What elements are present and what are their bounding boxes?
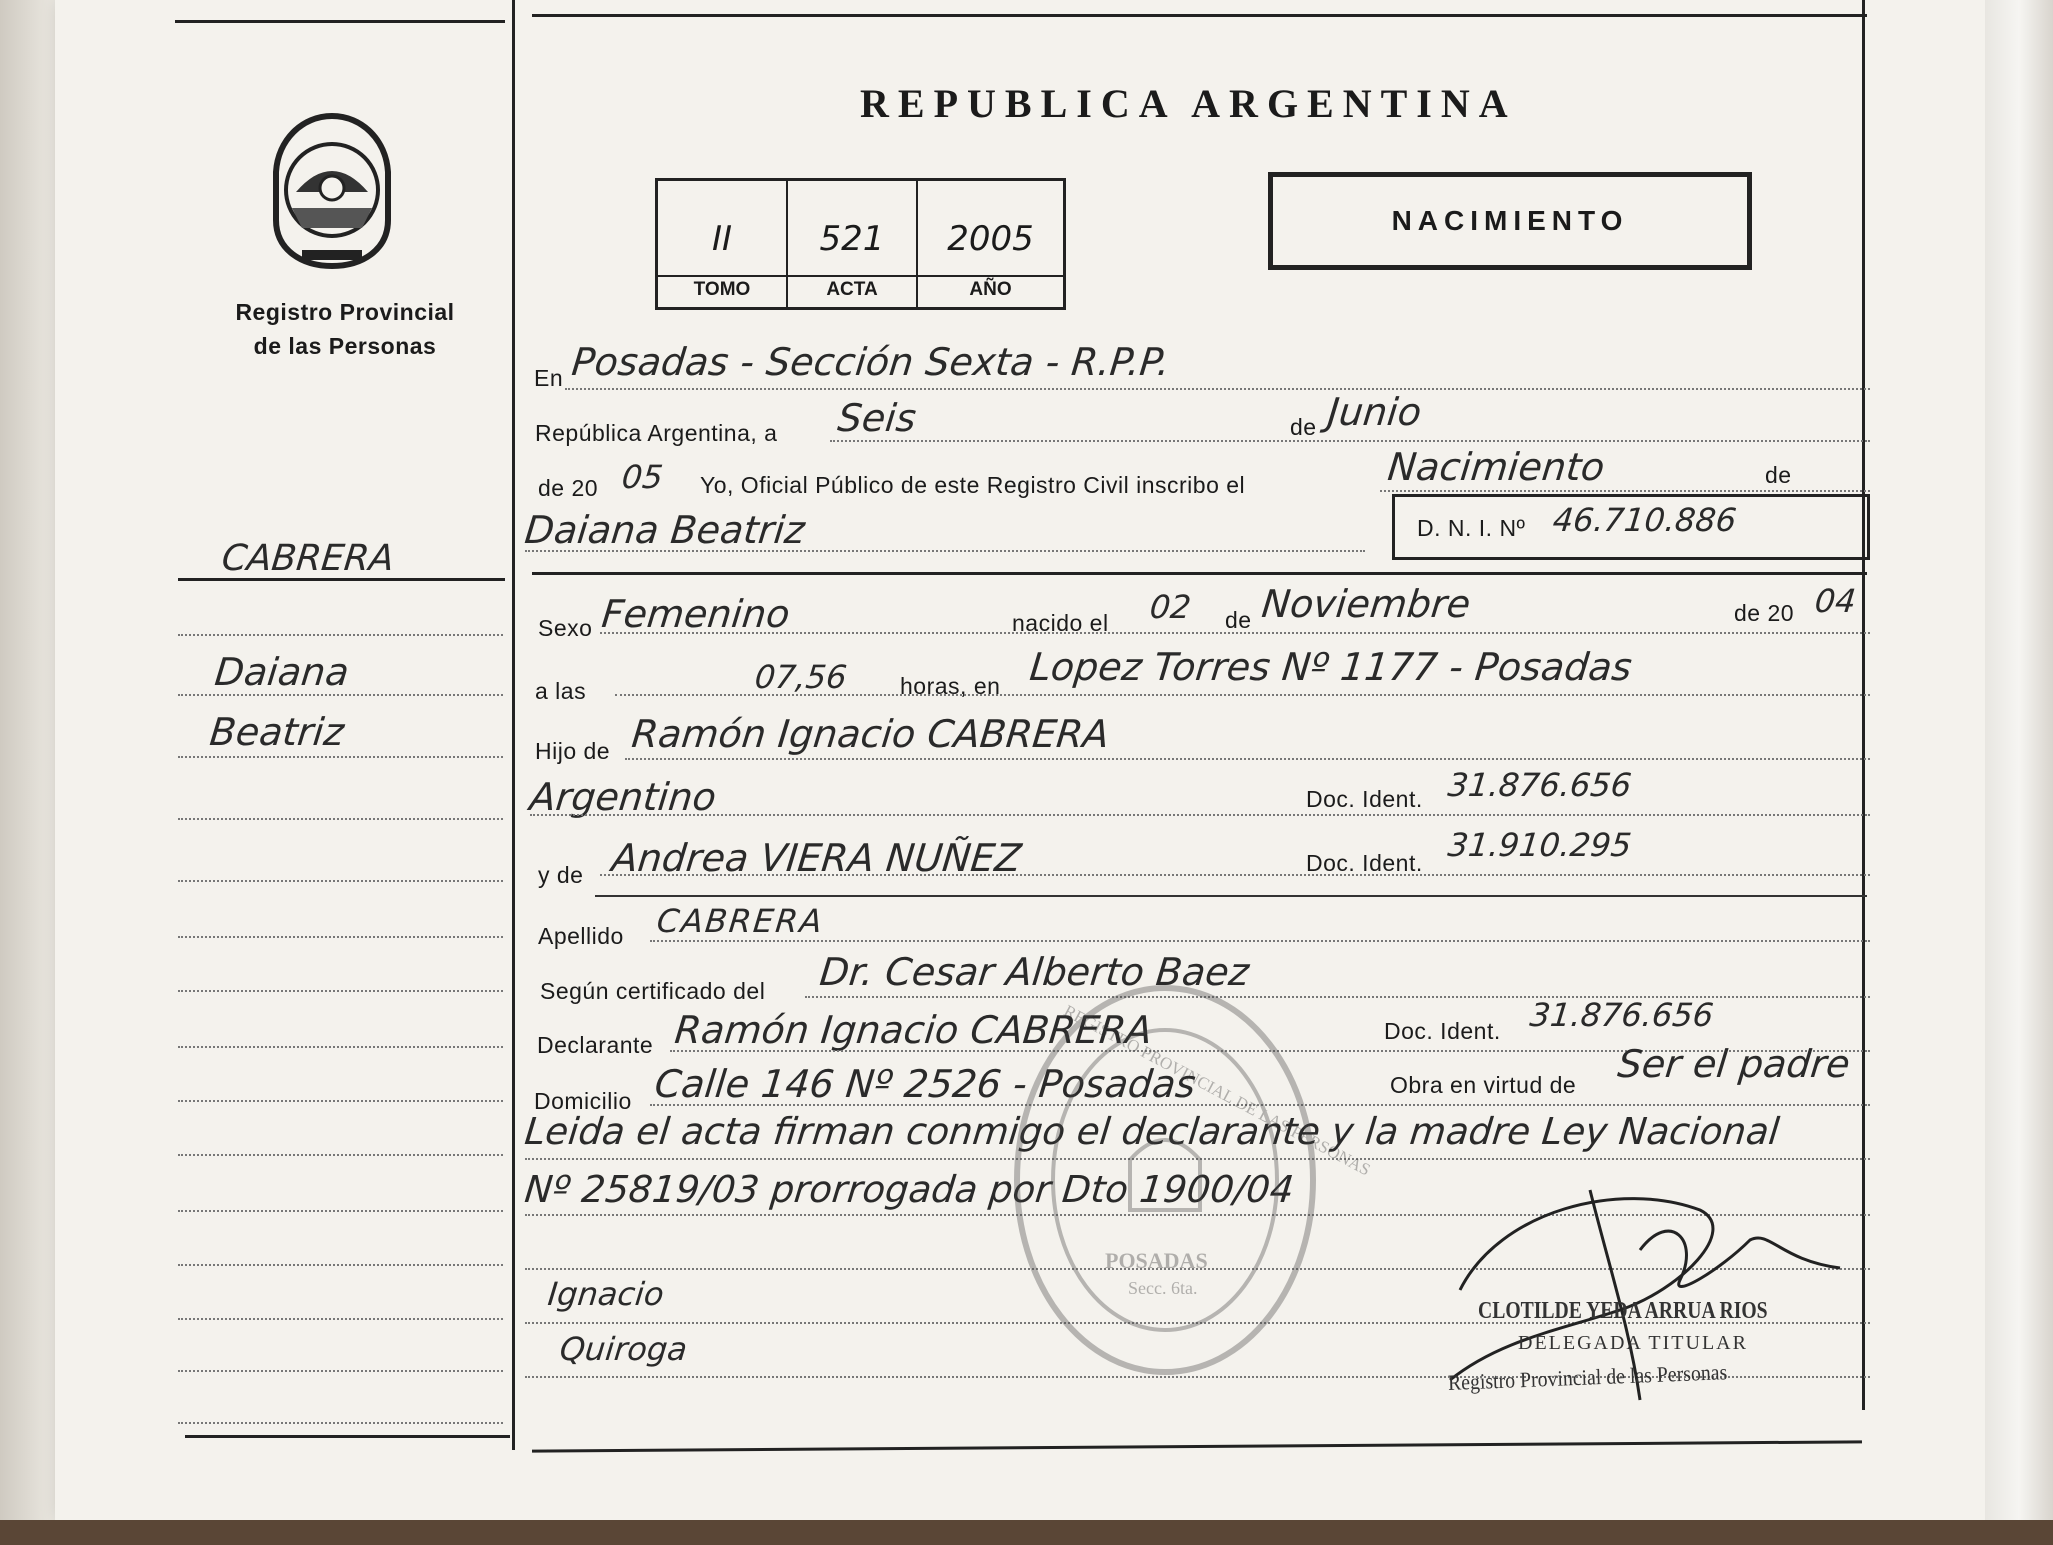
official-stamp [1010, 980, 1374, 1380]
declarante-label: Declarante [537, 1032, 654, 1058]
margin-line [178, 880, 503, 882]
line-4 [525, 550, 1365, 552]
margin-surname-rule [178, 578, 505, 581]
margin-name2: Beatriz [207, 710, 347, 754]
line-7 [625, 758, 1870, 760]
book-binding-edge [0, 0, 55, 1545]
dni-label: D. N. I. Nº [1417, 515, 1526, 541]
margin-line [178, 1264, 503, 1266]
horas-label: horas, en [900, 673, 1001, 699]
document-title: REPUBLICA ARGENTINA [860, 81, 1517, 126]
doc-label-declarante: Doc. Ident. [1384, 1018, 1501, 1044]
margin-line [178, 1100, 503, 1102]
padre-nacionalidad: Argentino [527, 775, 719, 819]
oficial-label: Yo, Oficial Público de este Registro Civil inscribo el [700, 472, 1246, 498]
registry-line1: Registro Provincial [235, 299, 455, 325]
stamp-city: POSADAS [1105, 1248, 1208, 1273]
hijo-label: Hijo de [535, 738, 611, 764]
stamp-ring-text: REGISTRO PROVINCIAL DE LAS PERSONAS [1060, 1001, 1374, 1180]
certificado-value: Dr. Cesar Alberto Baez [817, 950, 1252, 994]
padre-doc: 31.876.656 [1446, 766, 1634, 804]
declarante-doc: 31.876.656 [1528, 996, 1716, 1034]
domicilio-value: Calle 146 Nº 2526 - Posadas [652, 1062, 1198, 1106]
signer-office: Registro Provincial de las Personas [1447, 1359, 1728, 1395]
nac-mes: Noviembre [1259, 582, 1473, 626]
madre-value: Andrea VIERA NUÑEZ [609, 836, 1024, 880]
margin-line [178, 756, 503, 758]
margin-name1: Daiana [212, 650, 352, 694]
padre-value: Ramón Ignacio CABRERA [629, 712, 1112, 756]
doc-label-madre: Doc. Ident. [1306, 850, 1423, 876]
record-type-box [1268, 172, 1752, 270]
margin-line [178, 634, 503, 636]
line-6 [615, 694, 1870, 696]
de20-label2: de 20 [1734, 600, 1795, 626]
ano-cell [918, 181, 1063, 307]
sexo-value: Femenino [599, 592, 792, 636]
line-5 [600, 632, 1870, 634]
obra-label: Obra en virtud de [1390, 1072, 1577, 1098]
nac-ano: 04 [1813, 582, 1858, 620]
line-1 [565, 388, 1870, 390]
section-rule-2 [595, 895, 1867, 897]
line-9 [600, 874, 1870, 876]
column-divider [512, 0, 515, 1450]
mes-value: Junio [1325, 390, 1424, 434]
acta-value: 521 [819, 219, 885, 259]
ano-value: 2005 [947, 219, 1034, 259]
acta-cell [788, 181, 918, 307]
line-3 [1380, 490, 1870, 492]
lugar-value: Lopez Torres Nº 1177 - Posadas [1027, 645, 1634, 689]
margin-line [178, 936, 503, 938]
left-signature-line1: Ignacio [546, 1275, 666, 1313]
book-cover-edge [0, 1520, 2053, 1545]
margin-line [178, 694, 503, 696]
obra-value: Ser el padre [1615, 1042, 1853, 1086]
margin-line [178, 1422, 503, 1424]
en-value: Posadas - Sección Sexta - R.P.P. [569, 340, 1172, 384]
madre-doc: 31.910.295 [1446, 826, 1634, 864]
ano-label: AÑO [918, 275, 1063, 301]
apellido-value: CABRERA [655, 902, 826, 940]
apellido-label: Apellido [538, 923, 624, 949]
margin-line [178, 990, 503, 992]
dni-value: 46.710.886 [1551, 501, 1739, 539]
yde-label: y de [538, 862, 584, 888]
tomo-value: II [711, 219, 733, 259]
line-2 [830, 440, 1870, 442]
bottom-rule-left [185, 1435, 510, 1438]
record-type: NACIMIENTO [1391, 205, 1629, 236]
de-label: de [1290, 414, 1317, 440]
tomo-label: TOMO [658, 275, 786, 301]
stamp-section: Secc. 6ta. [1128, 1278, 1198, 1298]
line-10 [650, 940, 1870, 942]
margin-line [178, 1046, 503, 1048]
acto-value: Nacimiento [1385, 445, 1607, 489]
declarante-value: Ramón Ignacio CABRERA [672, 1008, 1155, 1052]
margin-line [178, 1318, 503, 1320]
line-8 [530, 814, 1870, 816]
margin-line [178, 1154, 503, 1156]
tomo-cell [658, 181, 788, 307]
dni-box [1392, 494, 1870, 560]
hora-value: 07,56 [753, 658, 849, 696]
margin-line [178, 1210, 503, 1212]
top-rule-right [532, 14, 1867, 17]
margin-line [178, 1370, 503, 1372]
doc-label-padre: Doc. Ident. [1306, 786, 1423, 812]
sexo-label: Sexo [538, 615, 593, 641]
domicilio-label: Domicilio [534, 1088, 632, 1114]
nacido-label: nacido el [1012, 610, 1109, 636]
de-label3: de [1225, 607, 1252, 633]
nac-dia: 02 [1148, 588, 1193, 626]
nota-line1: Leida el acta firman conmigo el declarante y la madre Ley Nacional [522, 1110, 1782, 1153]
margin-surname: CABRERA [219, 538, 397, 579]
de-label2: de [1765, 462, 1792, 488]
ano-value-form: 05 [620, 458, 665, 496]
province-seal-icon [262, 110, 402, 270]
nombre-value: Daiana Beatriz [522, 508, 807, 552]
registry-reference-box [655, 178, 1066, 310]
signer-role: DELEGADA TITULAR [1518, 1332, 1748, 1354]
margin-line [178, 818, 503, 820]
left-signature-line2: Quiroga [558, 1330, 690, 1368]
dia-value: Seis [835, 396, 919, 440]
alas-label: a las [535, 678, 587, 704]
de20-label: de 20 [538, 475, 599, 501]
section-rule-1 [532, 572, 1867, 575]
registry-line2: de las Personas [253, 333, 437, 359]
registry-name [210, 295, 480, 363]
acta-label: ACTA [788, 275, 916, 301]
nota-line2: Nº 25819/03 prorrogada por Dto 1900/04 [522, 1168, 1296, 1211]
republica-label: República Argentina, a [535, 420, 778, 446]
en-label: En [534, 365, 564, 391]
page-stack-edge [1985, 0, 2053, 1545]
segun-label: Según certificado del [540, 978, 766, 1004]
top-rule-left [175, 20, 505, 23]
right-border [1862, 0, 1865, 1410]
signer-name: CLOTILDE YEDA ARRUA RIOS [1478, 1298, 1768, 1324]
